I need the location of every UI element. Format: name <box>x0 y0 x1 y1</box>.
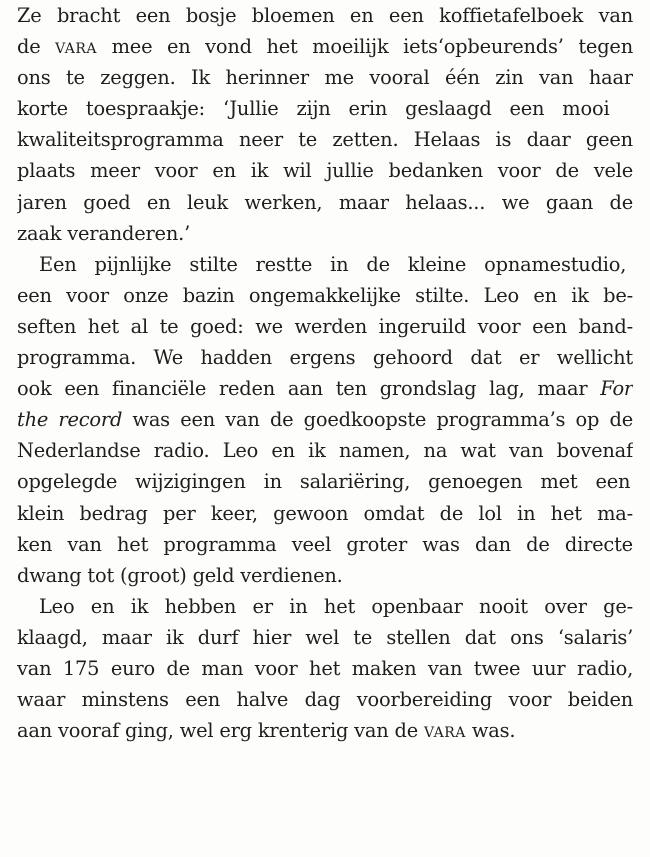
text-line <box>17 280 633 311</box>
text-line <box>17 187 633 218</box>
text-line <box>17 529 633 560</box>
text-segment: kwaliteitsprogramma neer te zetten. Helaas is daar geen <box>17 128 633 152</box>
text-segment: van 175 euro de man voor het maken van twee uur radio, <box>17 656 633 680</box>
text-line <box>17 311 633 342</box>
text-segment: programma. We hadden ergens gehoord dat er wellicht <box>17 346 633 370</box>
text-line <box>17 622 633 653</box>
text-segment: ons te zeggen. Ik herinner me vooral één zin van haar <box>17 66 633 90</box>
body-text <box>17 0 633 746</box>
text-line <box>17 435 633 466</box>
text-line <box>17 373 633 404</box>
italic-title: the record <box>17 408 123 432</box>
text-segment: de <box>17 35 56 59</box>
text-line <box>17 466 633 497</box>
text-line <box>17 498 633 529</box>
text-line <box>17 653 633 684</box>
text-line <box>17 684 633 715</box>
text-segment: een voor onze bazin ongemakkelijke stilte. Leo en ik be- <box>17 283 633 307</box>
text-segment: Een pijnlijke stilte restte in de kleine opnamestudio, <box>39 252 627 276</box>
text-line <box>17 404 633 435</box>
text-segment: aan vooraf ging, wel erg krenterig van de <box>17 719 424 743</box>
text-line <box>17 218 633 249</box>
text-segment: ook een financiële reden aan ten grondslag lag, maar <box>17 377 601 401</box>
text-segment: mee en vond het moeilijk iets‘opbeurends’ tegen <box>97 35 633 59</box>
text-segment: Leo en ik hebben er in het openbaar nooit over ge- <box>39 594 633 618</box>
text-segment: plaats meer voor en ik wil jullie bedanken voor de vele <box>17 159 633 183</box>
text-line <box>17 342 633 373</box>
text-segment: klaagd, maar ik durf hier wel te stellen dat ons ‘salaris’ <box>17 625 633 649</box>
text-segment: zaak veranderen.’ <box>17 221 191 245</box>
small-caps-text: vara <box>55 35 98 59</box>
text-segment: seften het al te goed: we werden ingeruild voor een band- <box>17 314 633 338</box>
text-line <box>17 0 633 31</box>
text-line <box>17 62 633 93</box>
text-line <box>17 31 633 62</box>
text-line <box>17 591 633 622</box>
small-caps-text: vara <box>423 719 466 743</box>
text-segment: Ze bracht een bosje bloemen en een koffietafelboek van <box>17 4 633 27</box>
text-line <box>17 93 633 124</box>
text-segment: jaren goed en leuk werken, maar helaas... we gaan de <box>17 190 633 214</box>
italic-title: For <box>600 377 633 401</box>
text-line <box>17 560 633 591</box>
text-segment: Nederlandse radio. Leo en ik namen, na wat van bovenaf <box>17 439 633 463</box>
text-segment: waar minstens een halve dag voorbereiding voor beiden <box>17 688 633 712</box>
text-segment: was een van de goedkoopste programma’s op de <box>122 408 633 432</box>
text-line <box>17 715 633 746</box>
text-segment: korte toespraakje: ‘Jullie zijn erin geslaagd een mooi <box>17 97 610 121</box>
text-segment: dwang tot (groot) geld verdienen. <box>17 563 343 587</box>
text-line <box>17 155 633 186</box>
text-segment: ken van het programma veel groter was dan de directe <box>17 532 633 556</box>
text-segment: was. <box>465 719 516 743</box>
text-segment: opgelegde wijzigingen in salariëring, genoegen met een <box>17 470 631 494</box>
text-segment: klein bedrag per keer, gewoon omdat de lol in het ma- <box>17 501 633 525</box>
text-line <box>17 249 633 280</box>
text-line <box>17 124 633 155</box>
